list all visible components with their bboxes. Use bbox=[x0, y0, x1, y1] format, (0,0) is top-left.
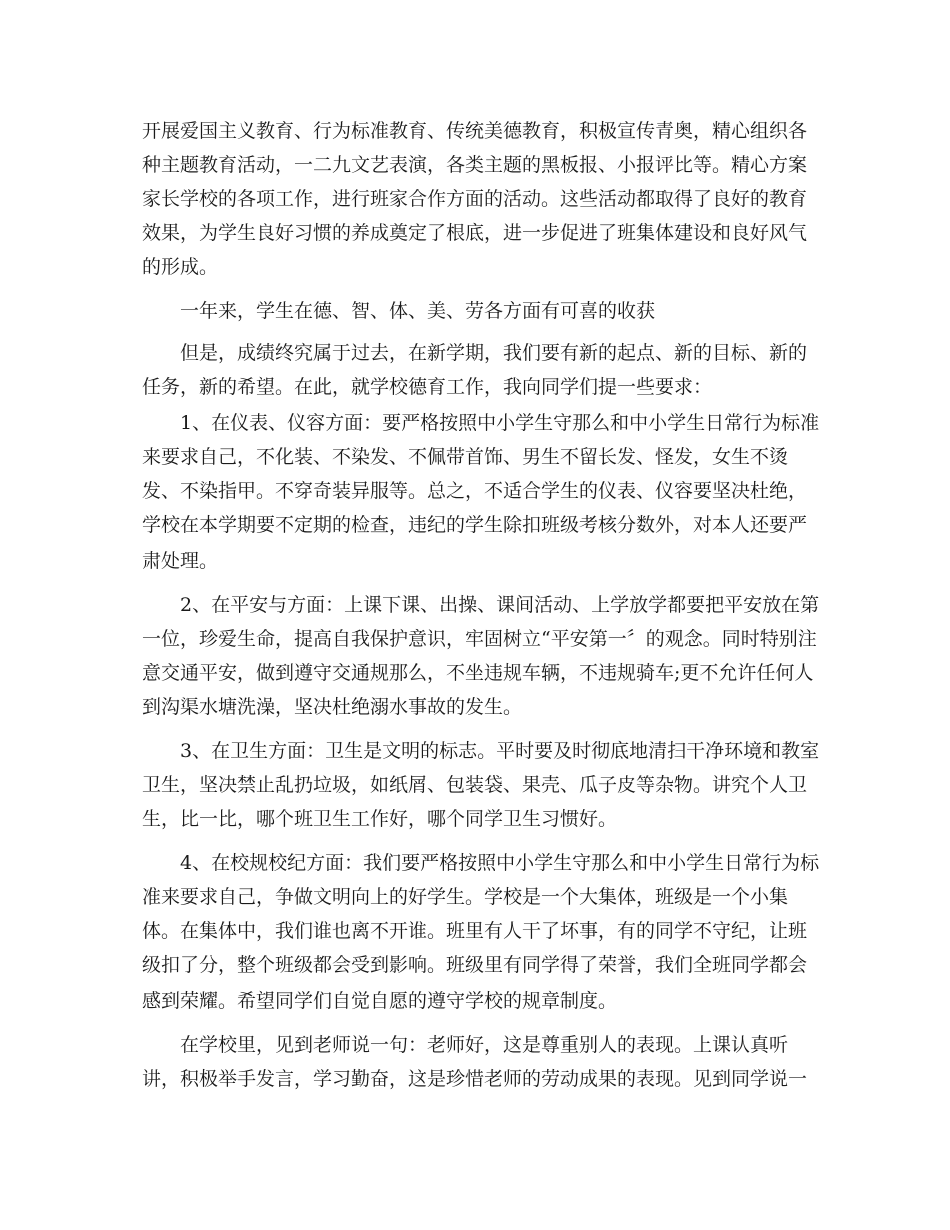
text-line: 生，比一比，哪个班卫生工作好，哪个同学卫生习惯好。 bbox=[142, 808, 618, 830]
text-line: 一年来，学生在德、智、体、美、劳各方面有可喜的收获 bbox=[180, 300, 656, 322]
text-line: 家长学校的各项工作，进行班家合作方面的活动。这些活动都取得了良好的教育 bbox=[142, 188, 808, 210]
text-line: 开展爱国主义教育、行为标准教育、传统美德教育，积极宣传青奥，精心组织各 bbox=[142, 120, 808, 142]
text-line: 3、在卫生方面：卫生是文明的标志。平时要及时彻底地清扫干净环境和教室 bbox=[180, 740, 820, 762]
text-line: 1、在仪表、仪容方面：要严格按照中小学生守那么和中小学生日常行为标准 bbox=[180, 412, 820, 434]
text-line: 肃处理。 bbox=[142, 550, 219, 572]
text-line: 2、在平安与方面：上课下课、出操、课间活动、上学放学都要把平安放在第 bbox=[180, 594, 820, 616]
text-line: 种主题教育活动，一二九文艺表演，各类主题的黑板报、小报评比等。精心方案 bbox=[142, 154, 808, 176]
text-line: 感到荣耀。希望同学们自觉自愿的遵守学校的规章制度。 bbox=[142, 990, 618, 1012]
text-line: 4、在校规校纪方面：我们要严格按照中小学生守那么和中小学生日常行为标 bbox=[180, 852, 820, 874]
text-line: 体。在集体中，我们谁也离不开谁。班里有人干了坏事，有的同学不守纪，让班 bbox=[142, 920, 808, 942]
text-line: 意交通平安，做到遵守交通规那么，不坐违规车辆，不违规骑车;更不允许任何人 bbox=[142, 662, 814, 684]
text-line: 在学校里，见到老师说一句：老师好，这是尊重别人的表现。上课认真听 bbox=[180, 1034, 789, 1056]
text-line: 发、不染指甲。不穿奇装异服等。总之，不适合学生的仪表、仪容要坚决杜绝， bbox=[142, 480, 808, 502]
text-line: 来要求自己，不化装、不染发、不佩带首饰、男生不留长发、怪发，女生不烫 bbox=[142, 446, 789, 468]
text-line: 卫生，坚决禁止乱扔垃圾，如纸屑、包装袋、果壳、瓜子皮等杂物。讲究个人卫 bbox=[142, 774, 808, 796]
text-line: 准来要求自己，争做文明向上的好学生。学校是一个大集体，班级是一个小集 bbox=[142, 886, 789, 908]
text-line: 讲，积极举手发言，学习勤奋，这是珍惜老师的劳动成果的表现。见到同学说一 bbox=[142, 1068, 808, 1090]
text-line: 效果，为学生良好习惯的养成奠定了根底，进一步促进了班集体建设和良好风气 bbox=[142, 222, 808, 244]
text-line: 的形成。 bbox=[142, 256, 219, 278]
text-line: 级扣了分，整个班级都会受到影响。班级里有同学得了荣誉，我们全班同学都会 bbox=[142, 954, 808, 976]
text-line: 学校在本学期要不定期的检查，违纪的学生除扣班级考核分数外，对本人还要严 bbox=[142, 514, 808, 536]
text-line: 但是，成绩终究属于过去，在新学期，我们要有新的起点、新的目标、新的 bbox=[180, 342, 808, 364]
text-line: 到沟渠水塘洗澡，坚决杜绝溺水事故的发生。 bbox=[142, 696, 523, 718]
text-line: 任务，新的希望。在此，就学校德育工作，我向同学们提一些要求： bbox=[142, 376, 713, 398]
text-line: 一位，珍爱生命，提高自我保护意识，牢固树立“平安第一〞的观念。同时特别注 bbox=[142, 628, 817, 650]
